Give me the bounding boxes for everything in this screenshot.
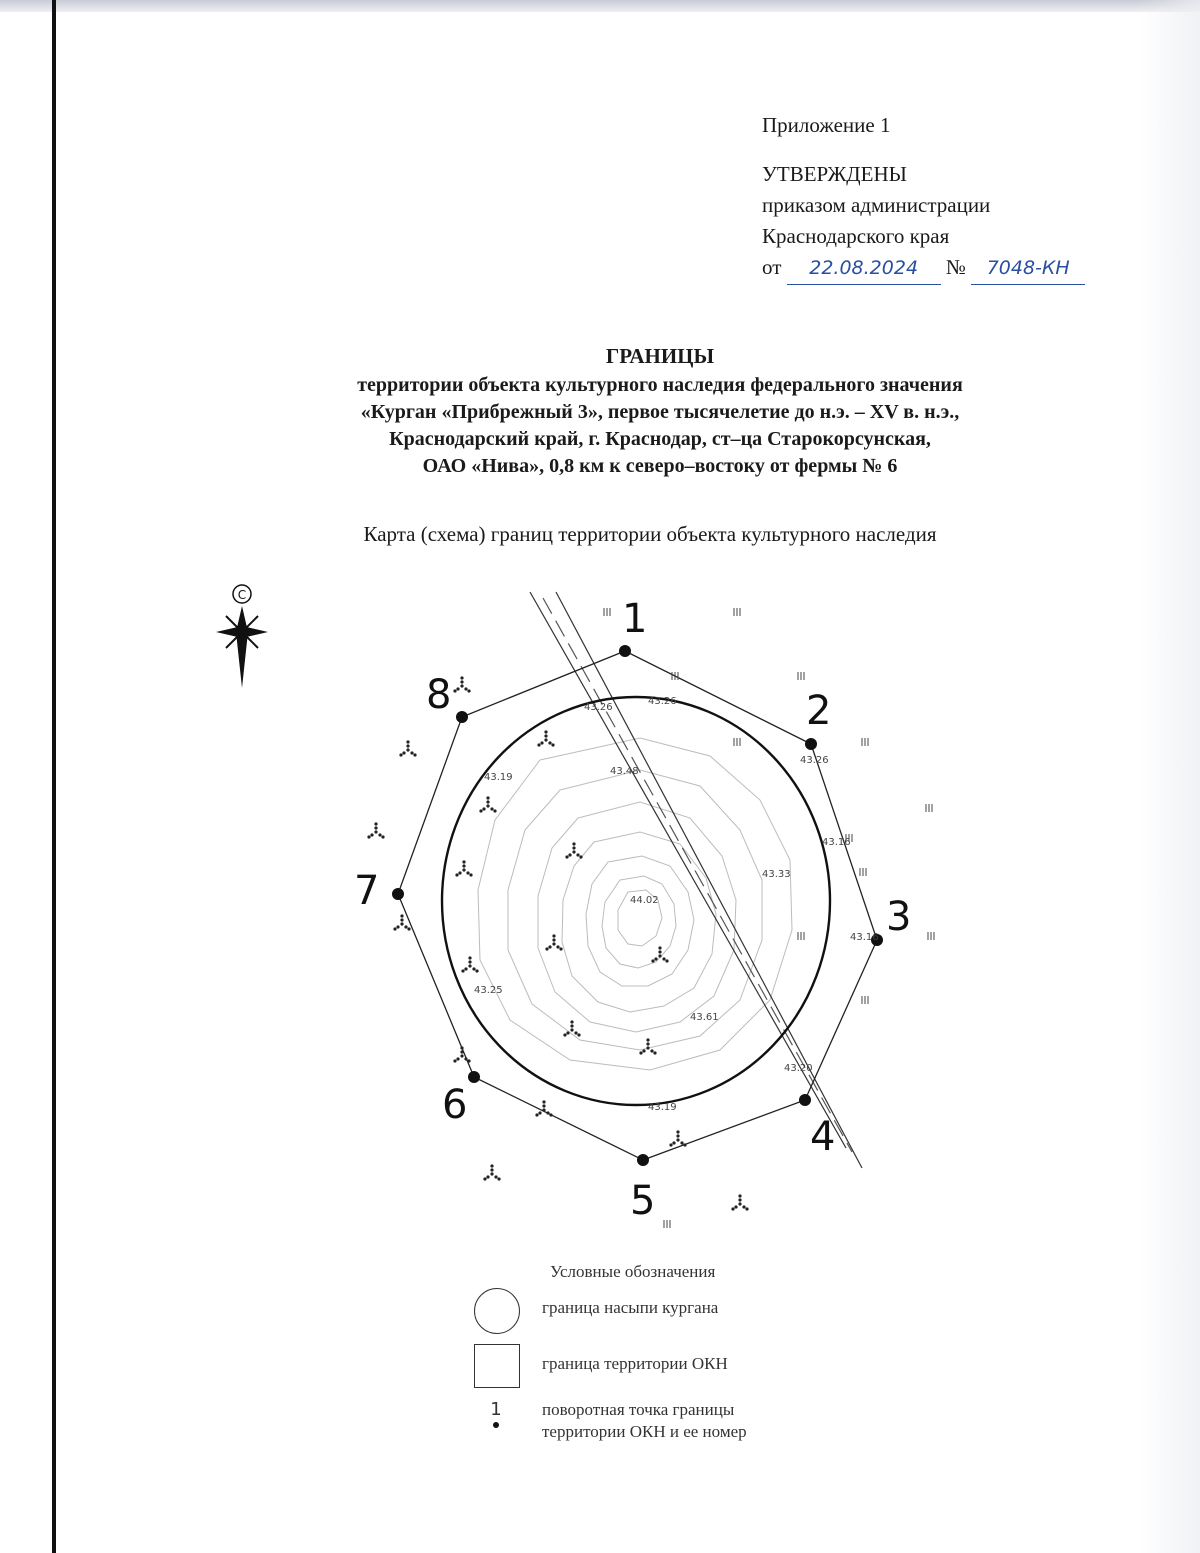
turning-point-2 bbox=[805, 738, 817, 750]
elevation-mark: 43.61 bbox=[690, 1012, 719, 1023]
date-prefix: от bbox=[762, 255, 782, 279]
grass-icon bbox=[862, 996, 868, 1004]
compass-north-label: С bbox=[237, 588, 247, 602]
mound-boundary-symbol-icon bbox=[474, 1288, 520, 1334]
heading-title: ГРАНИЦЫ bbox=[605, 344, 715, 368]
compass-rose-icon bbox=[216, 585, 268, 688]
vegetation-icon bbox=[537, 730, 554, 746]
vegetation-icon bbox=[545, 934, 562, 950]
grass-icon bbox=[928, 932, 934, 940]
approval-line-1: приказом администрации bbox=[762, 193, 991, 217]
vegetation-icon bbox=[565, 842, 582, 858]
heading-line-3: Краснодарский край, г. Краснодар, ст–ца Старокорсунская, bbox=[389, 428, 931, 450]
elevation-mark: 43.48 bbox=[610, 766, 639, 777]
elevation-marks bbox=[474, 696, 879, 1113]
grass-icon bbox=[664, 1220, 670, 1228]
elevation-mark: 43.26 bbox=[584, 702, 613, 713]
turning-point-symbol-icon bbox=[474, 1400, 518, 1446]
elevation-mark: 44.02 bbox=[630, 895, 659, 906]
grass-icon bbox=[604, 608, 610, 616]
point-label-6: 6 bbox=[442, 1082, 468, 1128]
grass-icon bbox=[672, 672, 678, 680]
elevation-mark: 43.26 bbox=[800, 755, 829, 766]
territory-boundary-symbol-icon bbox=[474, 1344, 520, 1388]
turning-point-example-dot bbox=[493, 1422, 499, 1428]
grass-icon bbox=[734, 738, 740, 746]
elevation-mark: 43.16 bbox=[822, 837, 851, 848]
legend-point-text-2: территории ОКН и ее номер bbox=[542, 1422, 747, 1441]
grass-icon bbox=[798, 672, 804, 680]
road-lines bbox=[530, 592, 862, 1168]
approved-label: УТВЕРЖДЕНЫ bbox=[762, 162, 907, 186]
point-label-4: 4 bbox=[810, 1114, 836, 1160]
vegetation-icon bbox=[479, 796, 496, 812]
vegetation-icon bbox=[399, 740, 416, 756]
elevation-mark: 43.19 bbox=[484, 772, 513, 783]
elevation-mark: 43.16 bbox=[850, 932, 879, 943]
point-label-8: 8 bbox=[426, 672, 452, 718]
legend-title: Условные обозначения bbox=[550, 1262, 716, 1281]
appendix-label: Приложение 1 bbox=[762, 113, 891, 137]
turning-point-example-number: 1 bbox=[490, 1399, 502, 1420]
vegetation-icon bbox=[455, 860, 472, 876]
turning-point-6 bbox=[468, 1071, 480, 1083]
point-label-7: 7 bbox=[354, 868, 380, 914]
handwritten-date: 22.08.2024 bbox=[787, 253, 941, 285]
point-label-5: 5 bbox=[630, 1178, 656, 1224]
heading-line-4: ОАО «Нива», 0,8 км к северо–востоку от фермы № 6 bbox=[422, 455, 898, 477]
turning-point-4 bbox=[799, 1094, 811, 1106]
number-prefix: № bbox=[945, 255, 966, 279]
elevation-mark: 43.26 bbox=[648, 696, 677, 707]
legend-territory-text: граница территории ОКН bbox=[542, 1354, 728, 1373]
grass-icon bbox=[860, 868, 866, 876]
elevation-mark: 43.25 bbox=[474, 985, 503, 996]
vegetation-icon bbox=[461, 956, 478, 972]
turning-point-7 bbox=[392, 888, 404, 900]
map-caption: Карта (схема) границ территории объекта культурного наследия bbox=[363, 522, 937, 546]
point-label-3: 3 bbox=[886, 894, 912, 940]
vegetation-icon bbox=[731, 1194, 748, 1210]
elevation-mark: 43.19 bbox=[648, 1102, 677, 1113]
grass-icon bbox=[798, 932, 804, 940]
vegetation-icon bbox=[669, 1130, 686, 1146]
vegetation-icon bbox=[453, 676, 470, 692]
approval-line-2: Краснодарского края bbox=[762, 224, 950, 248]
heading-line-1: территории объекта культурного наследия федерального значения bbox=[357, 374, 963, 396]
grass-icon bbox=[734, 608, 740, 616]
heading-line-2: «Курган «Прибрежный 3», первое тысячелетие до н.э. – XV в. н.э., bbox=[360, 401, 960, 423]
elevation-mark: 43.33 bbox=[762, 869, 791, 880]
legend-point-text-1: поворотная точка границы bbox=[542, 1400, 735, 1419]
turning-point-8 bbox=[456, 711, 468, 723]
vegetation-icon bbox=[367, 822, 384, 838]
elevation-mark: 43.20 bbox=[784, 1063, 813, 1074]
point-label-2: 2 bbox=[806, 688, 832, 734]
handwritten-number: 7048-КН bbox=[971, 253, 1085, 285]
vegetation-icon bbox=[453, 1046, 470, 1062]
vegetation-icon bbox=[483, 1164, 500, 1180]
legend-mound-text: граница насыпи кургана bbox=[542, 1298, 719, 1317]
point-labels bbox=[354, 596, 911, 1224]
grass-icon bbox=[926, 804, 932, 812]
vegetation-icon bbox=[651, 946, 668, 962]
grass-icon bbox=[862, 738, 868, 746]
turning-point-1 bbox=[619, 645, 631, 657]
turning-point-5 bbox=[637, 1154, 649, 1166]
point-label-1: 1 bbox=[622, 596, 648, 642]
